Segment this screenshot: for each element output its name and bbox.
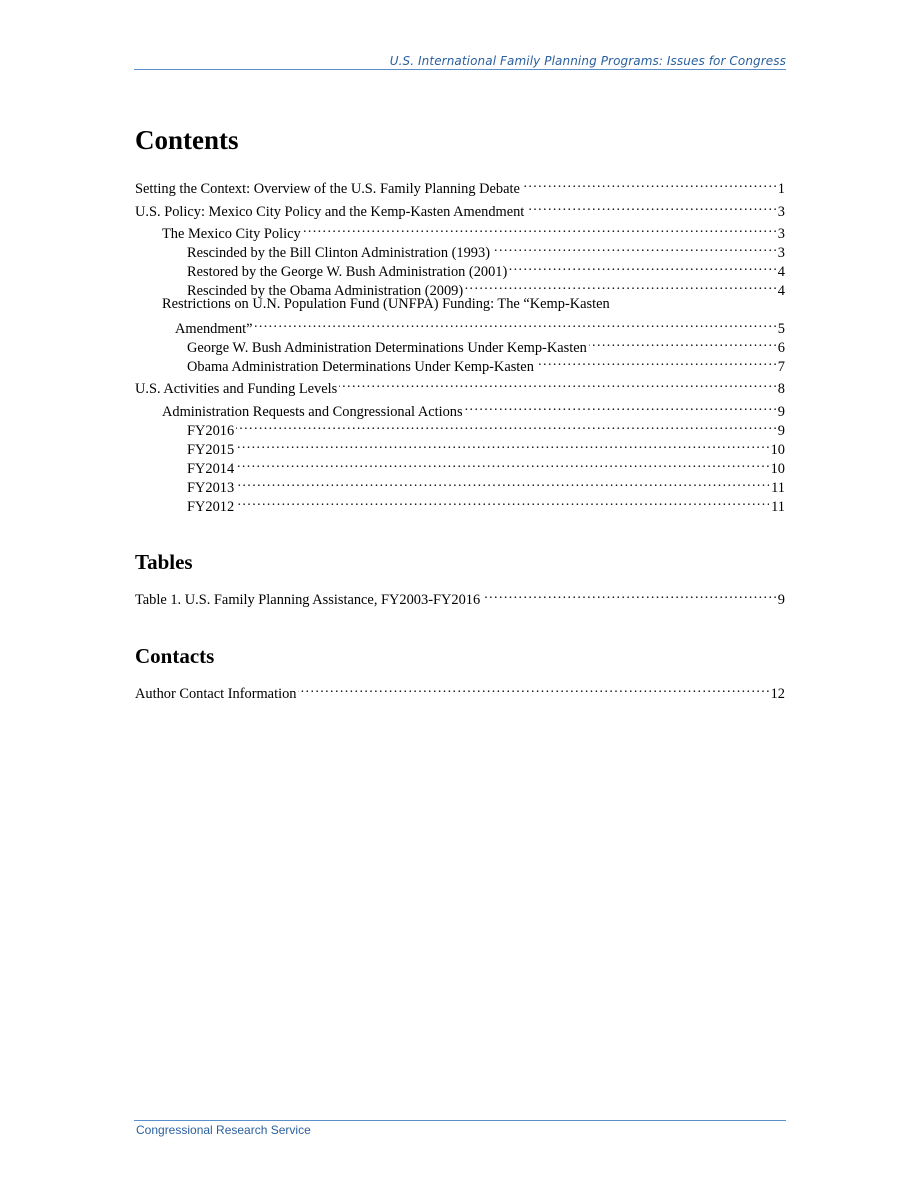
toc-entry-bush-determinations[interactable] [135,333,785,356]
toc-entry-page: 7 [777,359,785,375]
dot-leader [526,197,775,216]
footer-divider [134,1120,786,1121]
toc-entry-label: FY2014 [187,461,235,477]
dot-leader [236,473,769,492]
dot-leader [303,219,776,238]
toc-entry-page: 9 [777,592,785,608]
toc-entry-us-activities[interactable] [135,374,785,397]
toc-entry-label: Amendment” [175,321,253,337]
toc-entry-label: Author Contact Information [135,686,297,702]
contents-heading: Contents [135,125,239,155]
toc-entry-page: 8 [777,381,785,397]
dot-leader [255,314,776,333]
toc-entry-label: FY2015 [187,442,235,458]
toc-entry-page: 3 [777,245,785,261]
dot-leader [465,276,776,295]
toc-entry-page: 9 [777,423,785,439]
dot-leader [465,397,776,416]
toc-entry-page: 1 [777,181,785,197]
footer-publisher: Congressional Research Service [136,1123,311,1137]
toc-entry-fy2016[interactable] [135,416,785,439]
tables-heading: Tables [135,550,193,574]
toc-entry-restored-bush[interactable] [135,257,785,280]
toc-entry-unfpa-restrictions[interactable] [135,314,785,337]
toc-entry-page: 11 [771,499,785,515]
dot-leader [298,679,768,698]
toc-entry-page: 11 [771,480,785,496]
toc-entry-label: Setting the Context: Overview of the U.S. Family Planning Debate [135,181,520,197]
dot-leader [509,257,776,276]
toc-entry-label: Table 1. U.S. Family Planning Assistance, FY2003-FY2016 [135,592,481,608]
toc-entry-page: 3 [777,204,785,220]
toc-entry-page: 4 [777,283,785,299]
toc-entry-setting-the-context[interactable] [135,174,785,197]
dot-leader [522,174,776,193]
toc-entry-label: Obama Administration Determinations Under Kemp-Kasten [187,359,534,375]
toc-entry-page: 10 [770,442,785,458]
toc-entry-rescinded-obama[interactable] [135,276,785,299]
toc-entry-label: George W. Bush Administration Determinations Under Kemp-Kasten [187,340,587,356]
toc-entry-label: Rescinded by the Bill Clinton Administration (1993) [187,245,490,261]
toc-entry-fy2012[interactable] [135,492,785,515]
dot-leader [492,238,776,257]
toc-entry-fy2015[interactable] [135,435,785,458]
toc-entry-label: Administration Requests and Congressional Actions [162,404,463,420]
dot-leader [339,374,776,393]
toc-entry-page: 9 [777,404,785,420]
toc-entry-label: Restored by the George W. Bush Administration (2001) [187,264,508,280]
dot-leader [536,352,776,371]
toc-entry-fy2014[interactable] [135,454,785,477]
header-divider [134,69,786,70]
toc-entry-label: U.S. Policy: Mexico City Policy and the Kemp-Kasten Amendment [135,204,525,220]
dot-leader [589,333,776,352]
toc-entry-fy2013[interactable] [135,473,785,496]
toc-entry-page: 4 [777,264,785,280]
dot-leader [236,435,768,454]
toc-entry-administration-requests[interactable] [135,397,785,420]
toc-entry-page: 5 [777,321,785,337]
toc-entry-label: FY2013 [187,480,235,496]
toc-entry-label: U.S. Activities and Funding Levels [135,381,338,397]
toc-entry-label: FY2016 [187,423,235,439]
toc-entry-mexico-city-policy[interactable] [135,219,785,242]
toc-entry-obama-determinations[interactable] [135,352,785,375]
dot-leader [482,585,776,604]
dot-leader [236,454,768,473]
toc-entry-unfpa-restrictions-line1[interactable]: Restrictions on U.N. Population Fund (UNFPA) Funding: The “Kemp-Kasten [162,296,610,312]
toc-entry-rescinded-clinton[interactable] [135,238,785,261]
toc-entry-label: The Mexico City Policy [162,226,301,242]
toc-entry-author-contact[interactable] [135,679,785,702]
toc-entry-label: Rescinded by the Obama Administration (2009) [187,283,464,299]
toc-entry-us-policy[interactable] [135,197,785,220]
toc-entry-label: FY2012 [187,499,235,515]
toc-entry-table-1[interactable] [135,585,785,608]
toc-entry-page: 12 [770,686,785,702]
dot-leader [236,416,776,435]
toc-entry-page: 6 [777,340,785,356]
toc-entry-page: 10 [770,461,785,477]
running-header: U.S. International Family Planning Programs: Issues for Congress [389,54,786,68]
dot-leader [236,492,769,511]
toc-entry-page: 3 [777,226,785,242]
contacts-heading: Contacts [135,644,215,668]
